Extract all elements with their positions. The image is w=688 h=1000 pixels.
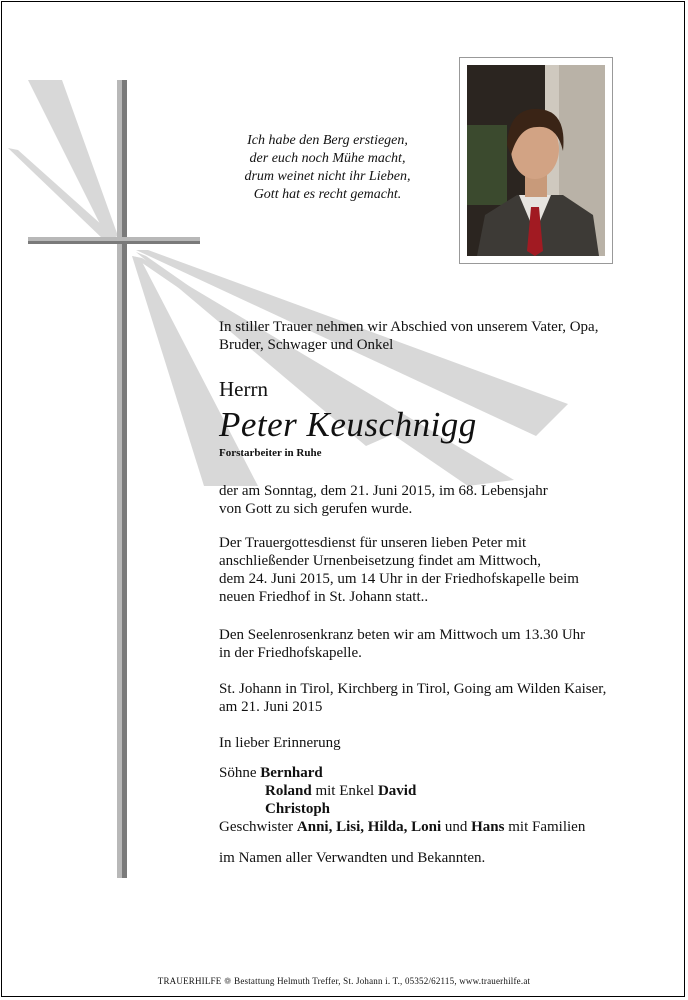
rosary-line: Den Seelenrosenkranz beten wir am Mittwoch um 13.30 Uhr <box>219 627 586 643</box>
mourners-list <box>219 764 585 836</box>
son-line: Christoph <box>265 801 331 817</box>
place-line: am 21. Juni 2015 <box>219 699 323 715</box>
intro-text <box>219 318 598 354</box>
portrait-photo <box>459 57 613 264</box>
cross-icon <box>28 80 200 878</box>
service-line: anschließender Urnenbeisetzung findet am Mittwoch, <box>219 553 541 569</box>
death-line: von Gott zu sich gerufen wurde. <box>219 501 413 517</box>
footer <box>0 976 688 987</box>
occupation: Forstarbeiter in Ruhe <box>219 447 322 459</box>
siblings-line: Geschwister Anni, Lisi, Hilda, Loni und Hans mit Familien <box>219 819 586 835</box>
service-info <box>219 534 579 606</box>
footer-brand: TRAUERHILFE <box>157 976 222 986</box>
sons-line: Söhne Bernhard <box>219 765 323 781</box>
service-line: Der Trauergottesdienst für unseren lieben Peter mit <box>219 535 527 551</box>
rosary-line: in der Friedhofskapelle. <box>219 645 362 661</box>
death-line: der am Sonntag, dem 21. Juni 2015, im 68. Lebensjahr <box>219 483 548 499</box>
intro-line: In stiller Trauer nehmen wir Abschied von unserem Vater, Opa, <box>219 319 599 335</box>
poem <box>205 132 450 204</box>
intro-line: Bruder, Schwager und Onkel <box>219 337 394 353</box>
son-line: Roland mit Enkel David <box>265 783 417 799</box>
poem-line: der euch noch Mühe macht, <box>249 151 406 166</box>
death-notice <box>219 482 548 518</box>
place-date <box>219 680 606 716</box>
rosary-info <box>219 626 585 662</box>
service-line: dem 24. Juni 2015, um 14 Uhr in der Friedhofskapelle beim <box>219 571 579 587</box>
salutation: Herrn <box>219 377 268 401</box>
place-line: St. Johann in Tirol, Kirchberg in Tirol, Going am Wilden Kaiser, <box>219 681 607 697</box>
poem-line: Ich habe den Berg erstiegen, <box>247 133 408 148</box>
deceased-name: Peter Keuschnigg <box>219 405 477 444</box>
portrait-image <box>467 65 605 256</box>
poem-line: drum weinet nicht ihr Lieben, <box>244 169 411 184</box>
service-line: neuen Friedhof in St. Johann statt.. <box>219 589 429 605</box>
remembrance: In lieber Erinnerung <box>219 735 341 751</box>
poem-line: Gott hat es recht gemacht. <box>253 187 402 202</box>
footer-logo-icon: ❁ <box>223 976 232 986</box>
closing-line: im Namen aller Verwandten und Bekannten. <box>219 850 486 866</box>
footer-text: Bestattung Helmuth Treffer, St. Johann i. T., 05352/62115, www.trauerhilfe.at <box>231 976 531 986</box>
